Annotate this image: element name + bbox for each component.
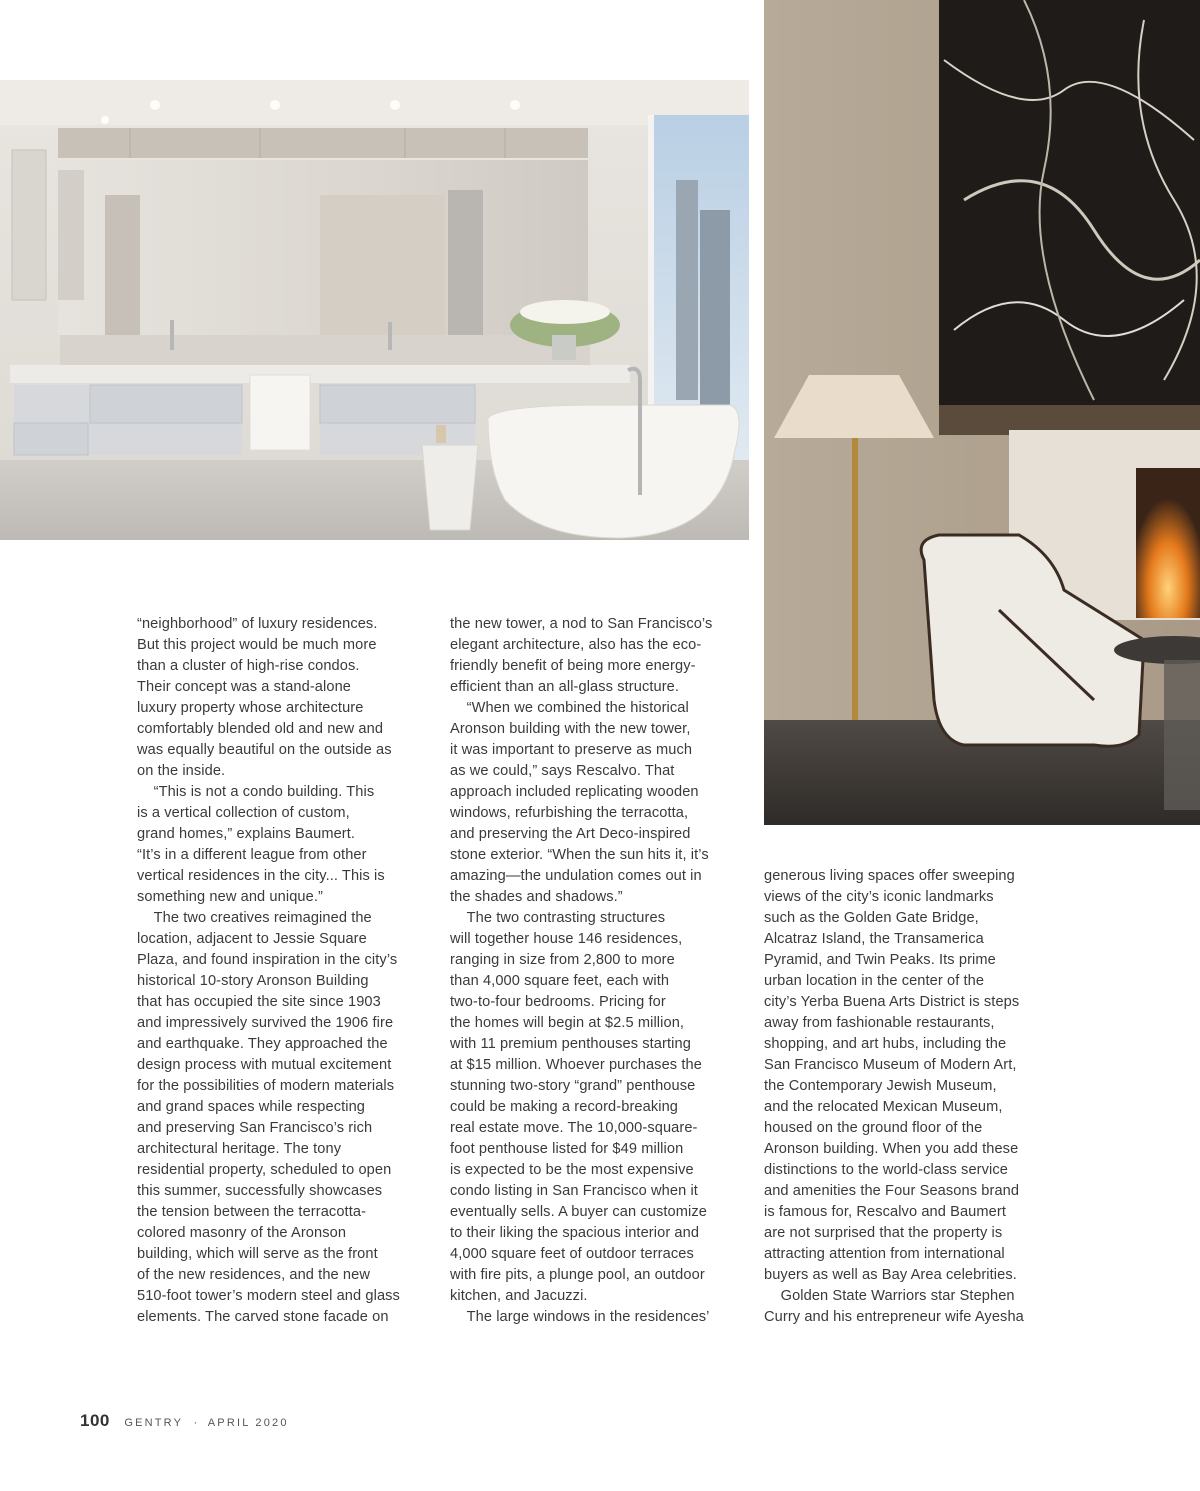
text-line: design process with mutual excitement xyxy=(137,1057,392,1073)
text-line: San Francisco Museum of Modern Art, xyxy=(764,1057,1017,1073)
text-line: that has occupied the site since 1903 xyxy=(137,994,381,1010)
text-line: at $15 million. Whoever purchases the xyxy=(450,1057,702,1073)
text-line: the tension between the terracotta- xyxy=(137,1204,367,1220)
text-line: building, which will serve as the front xyxy=(137,1246,378,1262)
article-column-3 xyxy=(764,866,1064,1328)
text-line: something new and unique.” xyxy=(137,889,323,905)
bathroom-photo xyxy=(0,80,749,540)
text-line: is famous for, Rescalvo and Baumert xyxy=(764,1204,1006,1220)
text-line: real estate move. The 10,000-square- xyxy=(450,1120,698,1136)
text-line: attracting attention from international xyxy=(764,1246,1005,1262)
text-line: it was important to preserve as much xyxy=(450,742,693,758)
text-line: will together house 146 residences, xyxy=(450,931,683,947)
text-line: buyers as well as Bay Area celebrities. xyxy=(764,1267,1017,1283)
text-line: and preserving San Francisco’s rich xyxy=(137,1120,373,1136)
article-column-1 xyxy=(137,614,437,1328)
text-line: on the inside. xyxy=(137,763,226,779)
text-line: historical 10-story Aronson Building xyxy=(137,973,369,989)
text-line: 510-foot tower’s modern steel and glass xyxy=(137,1288,400,1304)
text-line: The two contrasting structures xyxy=(450,910,666,926)
text-line: and amenities the Four Seasons brand xyxy=(764,1183,1020,1199)
text-line: such as the Golden Gate Bridge, xyxy=(764,910,979,926)
text-line: is expected to be the most expensive xyxy=(450,1162,694,1178)
magazine-name: GENTRY xyxy=(124,1417,184,1429)
text-line: the shades and shadows.” xyxy=(450,889,623,905)
text-line: Plaza, and found inspiration in the city’s xyxy=(137,952,398,968)
text-line: stone exterior. “When the sun hits it, it’s xyxy=(450,847,709,863)
text-line: foot penthouse listed for $49 million xyxy=(450,1141,684,1157)
text-line: the homes will begin at $2.5 million, xyxy=(450,1015,685,1031)
text-line: “neighborhood” of luxury residences. xyxy=(137,616,378,632)
text-line: was equally beautiful on the outside as xyxy=(137,742,392,758)
text-line: distinctions to the world-class service xyxy=(764,1162,1008,1178)
text-line: comfortably blended old and new and xyxy=(137,721,384,737)
text-line: to their liking the spacious interior and xyxy=(450,1225,700,1241)
text-line: architectural heritage. The tony xyxy=(137,1141,342,1157)
text-line: windows, refurbishing the terracotta, xyxy=(450,805,689,821)
text-line: amazing—the undulation comes out in xyxy=(450,868,702,884)
text-line: colored masonry of the Aronson xyxy=(137,1225,347,1241)
text-line: shopping, and art hubs, including the xyxy=(764,1036,1007,1052)
page-number: 100 xyxy=(80,1411,110,1430)
text-line: than 4,000 square feet, each with xyxy=(450,973,670,989)
text-line: eventually sells. A buyer can customize xyxy=(450,1204,707,1220)
text-line: kitchen, and Jacuzzi. xyxy=(450,1288,588,1304)
text-line: Golden State Warriors star Stephen xyxy=(764,1288,1015,1304)
text-line: Alcatraz Island, the Transamerica xyxy=(764,931,984,947)
bathroom-illustration xyxy=(0,80,749,540)
text-line: Aronson building. When you add these xyxy=(764,1141,1019,1157)
text-line: the new tower, a nod to San Francisco’s xyxy=(450,616,713,632)
text-line: housed on the ground floor of the xyxy=(764,1120,983,1136)
text-line: Pyramid, and Twin Peaks. Its prime xyxy=(764,952,996,968)
text-line: for the possibilities of modern materials xyxy=(137,1078,395,1094)
text-line: away from fashionable restaurants, xyxy=(764,1015,995,1031)
text-line: generous living spaces offer sweeping xyxy=(764,868,1015,884)
page-folio xyxy=(80,1411,289,1431)
text-line: Their concept was a stand-alone xyxy=(137,679,352,695)
text-line: city’s Yerba Buena Arts District is steps xyxy=(764,994,1020,1010)
text-line: efficient than an all-glass structure. xyxy=(450,679,680,695)
text-line: Aronson building with the new tower, xyxy=(450,721,691,737)
text-line: could be making a record-breaking xyxy=(450,1099,679,1115)
text-line: stunning two-story “grand” penthouse xyxy=(450,1078,696,1094)
text-line: is a vertical collection of custom, xyxy=(137,805,350,821)
text-line: with fire pits, a plunge pool, an outdoor xyxy=(450,1267,705,1283)
text-line: Curry and his entrepreneur wife Ayesha xyxy=(764,1309,1024,1325)
text-line: this summer, successfully showcases xyxy=(137,1183,383,1199)
text-line: residential property, scheduled to open xyxy=(137,1162,392,1178)
text-line: The large windows in the residences’ xyxy=(450,1309,710,1325)
text-line: luxury property whose architecture xyxy=(137,700,364,716)
text-line: But this project would be much more xyxy=(137,637,377,653)
text-line: ranging in size from 2,800 to more xyxy=(450,952,675,968)
text-line: friendly benefit of being more energy- xyxy=(450,658,696,674)
text-line: and the relocated Mexican Museum, xyxy=(764,1099,1003,1115)
text-line: “When we combined the historical xyxy=(450,700,689,716)
text-line: and grand spaces while respecting xyxy=(137,1099,366,1115)
text-line: two-to-four bedrooms. Pricing for xyxy=(450,994,666,1010)
text-line: than a cluster of high-rise condos. xyxy=(137,658,360,674)
text-line: vertical residences in the city... This is xyxy=(137,868,385,884)
text-line: and impressively survived the 1906 fire xyxy=(137,1015,394,1031)
text-line: The two creatives reimagined the xyxy=(137,910,372,926)
text-line: with 11 premium penthouses starting xyxy=(450,1036,691,1052)
living-room-photo xyxy=(764,0,1200,825)
text-line: the Contemporary Jewish Museum, xyxy=(764,1078,997,1094)
article-column-2 xyxy=(450,614,750,1328)
text-line: approach included replicating wooden xyxy=(450,784,699,800)
text-line: condo listing in San Francisco when it xyxy=(450,1183,698,1199)
living-room-illustration xyxy=(764,0,1200,825)
text-line: “It’s in a different league from other xyxy=(137,847,367,863)
text-line: location, adjacent to Jessie Square xyxy=(137,931,367,947)
text-line: grand homes,” explains Baumert. xyxy=(137,826,356,842)
text-line: 4,000 square feet of outdoor terraces xyxy=(450,1246,694,1262)
text-line: elegant architecture, also has the eco- xyxy=(450,637,702,653)
folio-separator: · xyxy=(193,1417,198,1429)
text-line: urban location in the center of the xyxy=(764,973,985,989)
text-line: elements. The carved stone facade on xyxy=(137,1309,389,1325)
issue-date: APRIL 2020 xyxy=(207,1417,289,1429)
text-line: are not surprised that the property is xyxy=(764,1225,1003,1241)
text-line: and earthquake. They approached the xyxy=(137,1036,388,1052)
text-line: of the new residences, and the new xyxy=(137,1267,370,1283)
text-line: and preserving the Art Deco-inspired xyxy=(450,826,691,842)
text-line: as we could,” says Rescalvo. That xyxy=(450,763,675,779)
text-line: “This is not a condo building. This xyxy=(137,784,375,800)
text-line: views of the city’s iconic landmarks xyxy=(764,889,994,905)
